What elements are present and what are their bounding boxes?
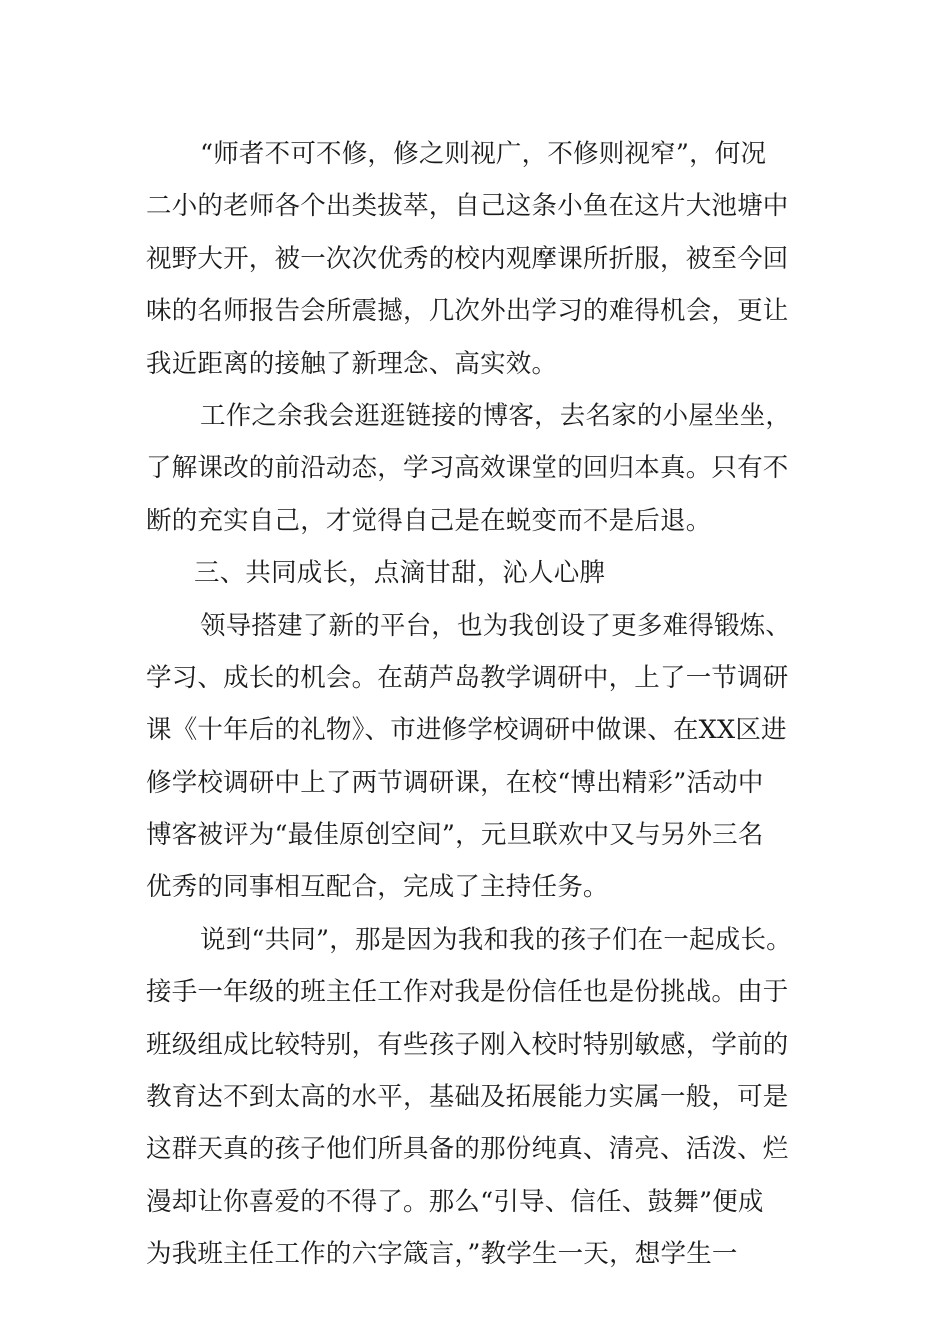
paragraph-line: 我近距离的接触了新理念、高实效。	[146, 348, 558, 379]
paragraph-line: 领导搭建了新的平台，也为我创设了更多难得锻炼、	[200, 610, 792, 641]
paragraph-line: 说到“共同”，那是因为我和我的孩子们在一起成长。	[200, 924, 792, 955]
paragraph-line: 为我班主任工作的六字箴言，”教学生一天，想学生一	[146, 1239, 738, 1270]
document-body	[146, 128, 846, 1281]
paragraph-line: 了解课改的前沿动态，学习高效课堂的回归本真。只有不	[146, 453, 789, 484]
paragraph-line: 接手一年级的班主任工作对我是份信任也是份挑战。由于	[146, 977, 789, 1008]
paragraph-line: 优秀的同事相互配合，完成了主持任务。	[146, 872, 609, 903]
paragraph-line: 二小的老师各个出类拔萃，自己这条小鱼在这片大池塘中	[146, 191, 789, 222]
paragraph-line: 味的名师报告会所震撼，几次外出学习的难得机会，更让	[146, 296, 789, 327]
paragraph-line: 视野大开，被一次次优秀的校内观摩课所折服，被至今回	[146, 243, 789, 274]
paragraph-line: 课《十年后的礼物》、市进修学校调研中做课、在XX区进	[146, 715, 787, 746]
paragraph-line: 漫却让你喜爱的不得了。那么“引导、信任、鼓舞”便成	[146, 1186, 764, 1217]
paragraph-line: “师者不可不修，修之则视广，不修则视窄”，何况	[200, 139, 767, 169]
paragraph-line: 学习、成长的机会。在葫芦岛教学调研中，上了一节调研	[146, 662, 789, 693]
section-heading: 三、共同成长，点滴甘甜，沁人心脾	[194, 558, 606, 589]
paragraph-line: 博客被评为“最佳原创空间”，元旦联欢中又与另外三名	[146, 820, 764, 851]
paragraph-line: 修学校调研中上了两节调研课，在校“博出精彩”活动中	[146, 767, 764, 798]
paragraph-line: 班级组成比较特别，有些孩子刚入校时特别敏感，学前的	[146, 1029, 789, 1060]
paragraph-line: 教育达不到太高的水平，基础及拓展能力实属一般，可是	[146, 1082, 789, 1113]
paragraph-line: 这群天真的孩子他们所具备的那份纯真、清亮、活泼、烂	[146, 1134, 789, 1165]
paragraph-line: 断的充实自己，才觉得自己是在蜕变而不是后退。	[146, 505, 712, 536]
paragraph-line: 工作之余我会逛逛链接的博客，去名家的小屋坐坐，	[200, 400, 792, 431]
